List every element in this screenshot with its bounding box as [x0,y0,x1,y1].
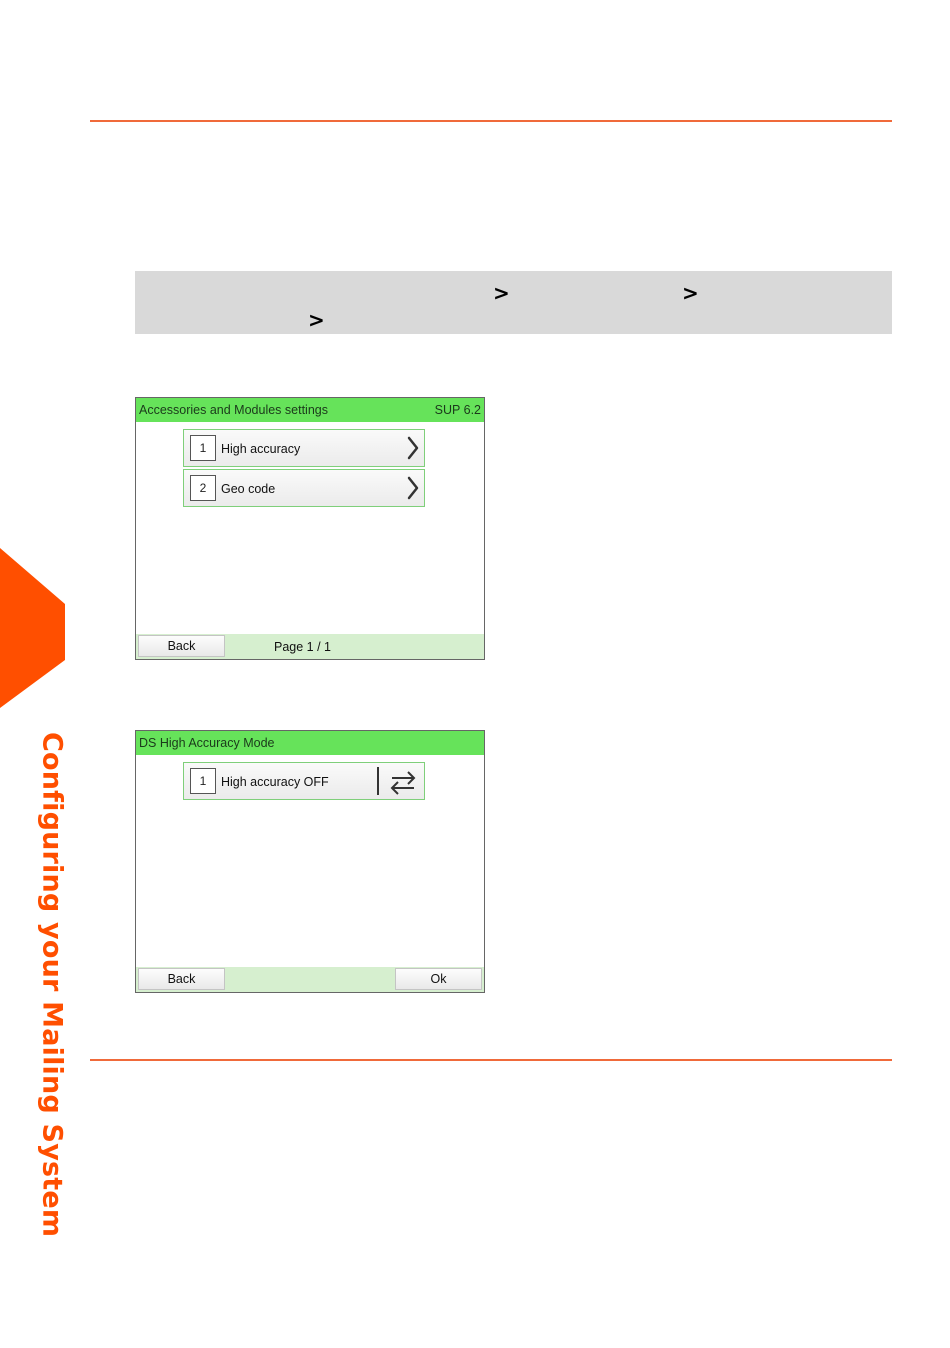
screen-code: SUP 6.2 [434,403,481,417]
chevron-right-icon [406,435,420,466]
ok-button[interactable]: Ok [395,968,482,990]
navigation-path-box [135,271,892,334]
nav-path-separator: > [308,308,325,332]
swap-arrows-icon[interactable] [388,769,418,800]
menu-item-geo-code[interactable] [183,469,425,507]
chapter-tab-marker [0,548,65,708]
menu-item-label: High accuracy [221,442,301,456]
screen-footer [136,967,484,992]
chapter-title: Configuring your Mailing System [36,732,68,1238]
top-divider-rule [90,120,892,122]
high-accuracy-mode-screen [135,730,485,993]
screen-title: Accessories and Modules settings [139,403,328,417]
bottom-divider-rule [90,1059,892,1061]
screen-header [136,731,484,755]
nav-path-separator: > [682,281,699,305]
nav-path-separator: > [493,281,510,305]
page-indicator: Page 1 / 1 [274,640,331,654]
menu-item-number: 1 [190,435,216,461]
menu-item-high-accuracy[interactable] [183,429,425,467]
menu-item-label: High accuracy OFF [221,775,329,789]
toggle-divider [377,767,379,795]
menu-item-high-accuracy-toggle[interactable] [183,762,425,800]
accessories-modules-screen [135,397,485,660]
back-button[interactable]: Back [138,635,225,657]
screen-title: DS High Accuracy Mode [139,736,275,750]
screen-footer [136,634,484,659]
menu-item-number: 2 [190,475,216,501]
menu-item-number: 1 [190,768,216,794]
menu-item-label: Geo code [221,482,276,496]
back-button[interactable]: Back [138,968,225,990]
chevron-right-icon [406,475,420,506]
screen-header [136,398,484,422]
